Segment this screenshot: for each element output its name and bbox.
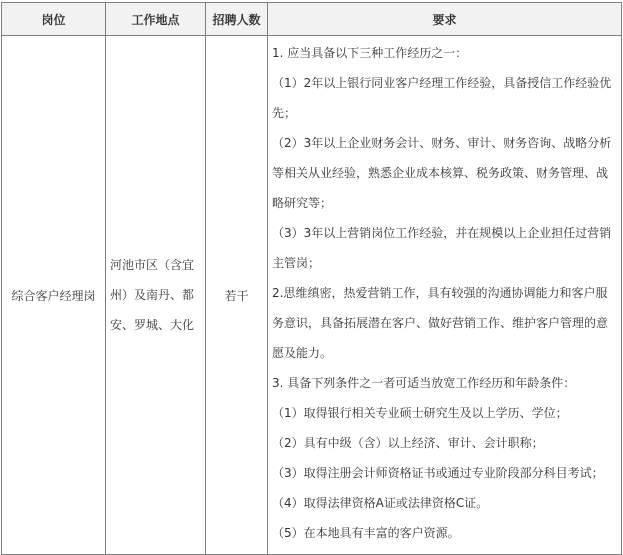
header-location: 工作地点 (106, 3, 206, 36)
requirement-item: （5）在本地具有丰富的客户资源。 (272, 526, 460, 540)
requirement-item: （3）取得注册会计师资格证书或通过专业阶段部分科目考试； (272, 466, 604, 480)
requirement-item: （2）3年以上企业财务会计、财务、审计、财务咨询、战略分析等相关从业经验，熟悉企业成本核算、税务政策、财务管理、战略研究等； (272, 136, 612, 210)
requirement-item: （1）取得银行相关专业硕士研究生及以上学历、学位； (272, 406, 568, 420)
header-requirements: 要求 (268, 3, 622, 36)
table-row (2, 36, 622, 555)
requirement-item: （3）3年以上营销岗位工作经验，并在规模以上企业担任过营销主管岗； (272, 226, 612, 270)
cell-location: 河池市区（含宜州）及南丹、都安、罗城、大化 (106, 36, 206, 555)
requirement-item: （4）取得法律资格A证或法律资格C证。 (272, 496, 489, 510)
requirement-item: （1）2年以上银行同业客户经理工作经验，具备授信工作经验优先； (272, 76, 612, 120)
requirement-item: 2.思维缜密，热爱营销工作，具有较强的沟通协调能力和客户服务意识，具备拓展潜在客户、做好营销工作、维护客户管理的意愿及能力。 (272, 286, 609, 360)
cell-headcount: 若干 (206, 36, 268, 555)
header-position: 岗位 (2, 3, 106, 36)
cell-position: 综合客户经理岗 (2, 36, 106, 555)
requirement-item: （2）具有中级（含）以上经济、审计、会计职称； (272, 436, 544, 450)
header-headcount: 招聘人数 (206, 3, 268, 36)
recruitment-table (1, 2, 622, 555)
cell-requirements (268, 36, 622, 555)
header-row (2, 3, 622, 36)
requirement-item: 1. 应当具备以下三种工作经历之一： (272, 46, 468, 60)
requirement-item: 3. 具备下列条件之一者可适当放宽工作经历和年龄条件： (272, 376, 576, 390)
